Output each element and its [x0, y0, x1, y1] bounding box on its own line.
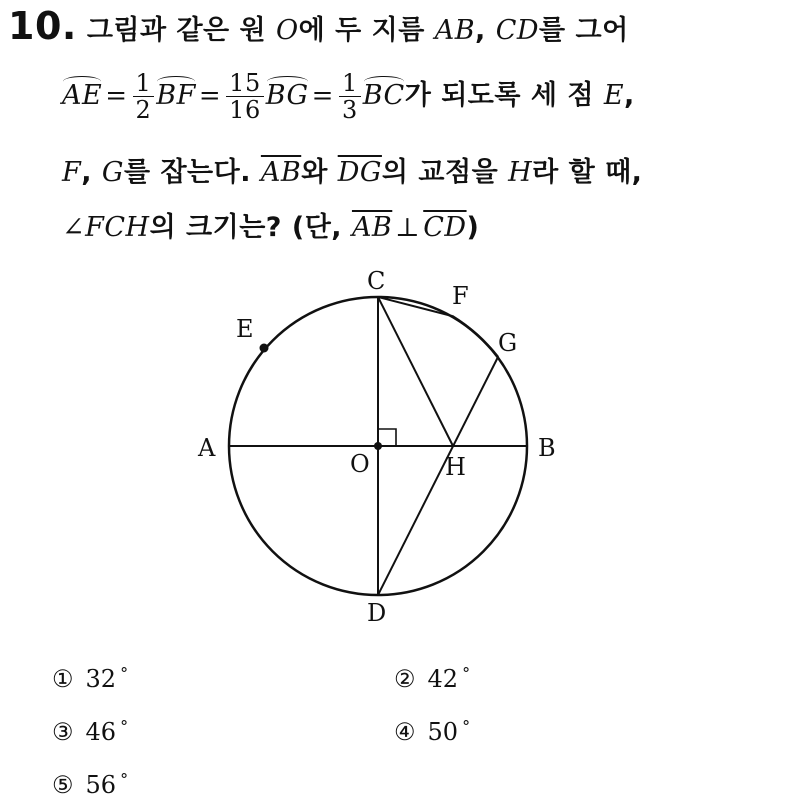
text: 를 잡는다.: [123, 157, 261, 188]
choice-5[interactable]: [52, 770, 128, 799]
math-e: E: [603, 80, 625, 111]
equals-sign: =: [198, 81, 222, 111]
math-cd: CD: [495, 15, 540, 46]
text: 의 교점을: [381, 157, 509, 188]
degree-symbol: °: [120, 717, 129, 736]
label-o: O: [350, 450, 370, 478]
chord-cf: [378, 297, 452, 316]
label-a: A: [198, 434, 216, 462]
label-f: F: [452, 282, 469, 310]
label-d: D: [367, 599, 387, 627]
choice-3[interactable]: [52, 717, 128, 746]
denominator: 2: [135, 96, 152, 124]
text: 를 그어: [539, 15, 629, 46]
point-e: [260, 344, 269, 353]
chord-dg: [378, 357, 498, 595]
choice-4[interactable]: [394, 717, 470, 746]
choice-2[interactable]: [394, 664, 470, 693]
choice-mark: ⑤: [52, 771, 74, 799]
denominator: 3: [341, 96, 358, 124]
math-f: F: [62, 157, 82, 188]
denominator: 16: [229, 96, 261, 124]
label-e: E: [236, 315, 254, 343]
segment-ch: [378, 297, 453, 446]
angle-fch: ∠FCH: [62, 212, 150, 243]
text: 에 두 지름: [298, 15, 435, 46]
text: ,: [624, 80, 635, 111]
math-o: O: [276, 15, 299, 46]
arc-bc: BC: [363, 74, 405, 111]
choice-mark: ①: [52, 665, 74, 693]
math-h: H: [508, 157, 533, 188]
segment-dg: $\overline{DG}$: [337, 157, 382, 188]
arc-bf: BF: [156, 74, 196, 111]
label-g: G: [498, 329, 518, 357]
numerator: 15: [226, 70, 264, 97]
text: 가 되도록 세 점: [404, 80, 604, 111]
choice-value: 56: [85, 771, 117, 799]
degree-symbol: °: [462, 717, 471, 736]
arc-ae: AE: [62, 74, 102, 111]
degree-symbol: °: [120, 664, 129, 683]
text: 라 할 때,: [532, 157, 643, 188]
math-ab: AB: [434, 15, 476, 46]
text: 그림과 같은 원: [86, 15, 277, 46]
choice-mark: ④: [394, 718, 416, 746]
arc-bg: BG: [266, 74, 309, 111]
segment-ab: $\overline{AB}$: [351, 212, 393, 243]
segment-ab: $\overline{AB}$: [260, 157, 302, 188]
choice-value: 50: [427, 718, 459, 746]
label-c: C: [367, 267, 386, 295]
text: ,: [475, 15, 496, 46]
perpendicular-symbol: ⊥: [395, 213, 421, 243]
label-h: H: [445, 453, 466, 481]
text: 의 크기는? (단,: [149, 212, 352, 243]
degree-symbol: °: [120, 770, 129, 789]
equals-sign: =: [105, 81, 128, 111]
choice-1[interactable]: [52, 664, 128, 693]
choice-mark: ③: [52, 718, 74, 746]
choice-mark: ②: [394, 665, 416, 693]
numerator: 1: [133, 70, 155, 97]
choice-value: 46: [85, 718, 117, 746]
point-o: [374, 442, 382, 450]
math-g: G: [101, 157, 124, 188]
question-number: 10.: [8, 4, 77, 48]
text: ,: [81, 157, 102, 188]
numerator: 1: [339, 70, 361, 97]
segment-cd: $\overline{CD}$: [423, 212, 467, 243]
text: 와: [301, 157, 338, 188]
text: ): [466, 212, 480, 243]
degree-symbol: °: [462, 664, 471, 683]
label-b: B: [538, 434, 556, 462]
choice-value: 42: [427, 665, 459, 693]
choice-value: 32: [85, 665, 117, 693]
equals-sign: =: [311, 81, 334, 111]
